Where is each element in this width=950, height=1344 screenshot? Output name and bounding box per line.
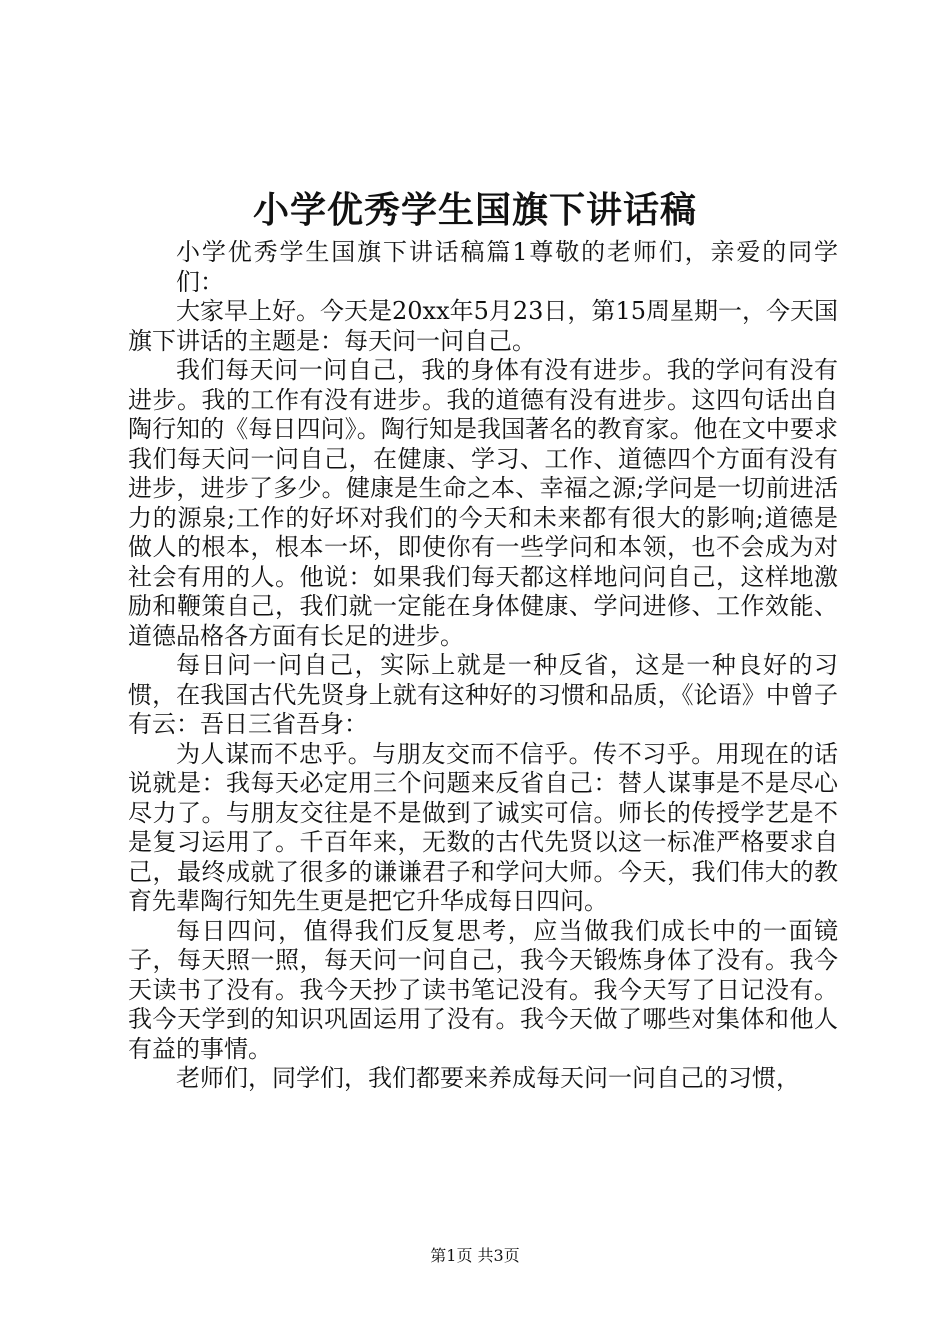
paragraph-four-questions: 我们每天问一问自己，我的身体有没有进步。我的学问有没有进步。我的工作有没有进步。我的道德有没有进步。这四句话出自陶行知的《每日四问》。陶行知是我国著名的教育家。他在文中要求我们每天问一问自己，在健康、学习、工作、道德四个方面有没有进步，进步了多少。健康是生命之本、幸福之源;学问是一切前进活力的源泉;工作的好坏对我们的今天和未来都有很大的影响;道德是做人的根本，根本一坏，即使你有一些学问和本领，也不会成为对社会有用的人。他说：如果我们每天都这样地问问自己，这样地激励和鞭策自己，我们就一定能在身体健康、学问进修、工作效能、道德品格各方面有长足的进步。 [128,356,838,650]
paragraph-mirror: 每日四问，值得我们反复思考，应当做我们成长中的一面镜子，每天照一照，每天问一问自己，我今天锻炼身体了没有。我今天读书了没有。我今天抄了读书笔记没有。我今天写了日记没有。我今天学到的知识巩固运用了没有。我今天做了哪些对集体和他人有益的事情。 [128,916,838,1063]
document-body [128,238,838,1094]
paragraph-closing: 老师们，同学们，我们都要来养成每天问一问自己的习惯， [176,1064,800,1092]
paragraph-opening: 大家早上好。今天是20xx年5月23日，第15周星期一，今天国旗下讲话的主题是：每天问一问自己。 [128,297,838,355]
document-title: 小学优秀学生国旗下讲话稿 [252,189,697,231]
paragraph-greeting: 小学优秀学生国旗下讲话稿篇1尊敬的老师们，亲爱的同学们： [176,238,838,296]
paragraph-analects: 为人谋而不忠乎。与朋友交而不信乎。传不习乎。用现在的话说就是：我每天必定用三个问题来反省自己：替人谋事是不是尽心尽力了。与朋友交往是不是做到了诚实可信。师长的传授学艺是不是复习运用了。千百年来，无数的古代先贤以这一标准严格要求自己，最终成就了很多的谦谦君子和学问大师。今天，我们伟大的教育先辈陶行知先生更是把它升华成每日四问。 [128,739,838,915]
page-number-footer: 第1页 共3页 [430,1246,520,1265]
paragraph-reflection: 每日问一问自己，实际上就是一种反省，这是一种良好的习惯，在我国古代先贤身上就有这种好的习惯和品质，《论语》中曾子有云：吾日三省吾身： [128,651,838,738]
